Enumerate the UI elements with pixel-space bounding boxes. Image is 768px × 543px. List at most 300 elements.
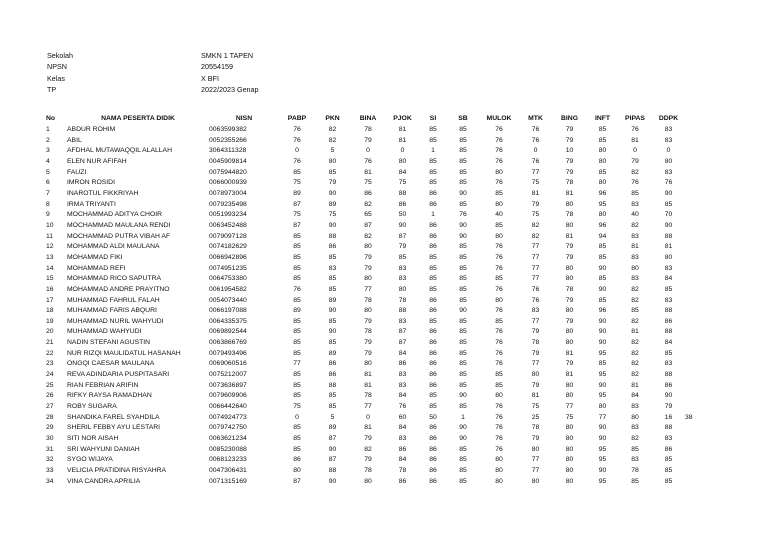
score-cell: 78 [364, 392, 372, 400]
score-cell: 86 [364, 189, 372, 197]
meta-row [47, 73, 321, 84]
score-cell: 84 [398, 456, 407, 464]
score-cell: 83 [631, 253, 639, 261]
nisn-cell: 0085230088 [209, 445, 247, 453]
score-cell: 80 [495, 168, 503, 176]
score-cell: 82 [631, 371, 639, 379]
score-cell: 85 [598, 136, 607, 144]
score-cell: 83 [664, 264, 673, 272]
score-cell: 83 [664, 136, 673, 144]
score-cell: 83 [631, 403, 639, 411]
score-cell: 76 [495, 349, 503, 357]
row-number: 25 [46, 381, 54, 389]
score-cell: 83 [664, 168, 673, 176]
score-cell: 80 [565, 456, 574, 464]
score-cell: 89 [328, 424, 337, 432]
score-cell: 90 [598, 467, 607, 474]
score-cell: 77 [531, 456, 540, 464]
score-cell: 85 [459, 200, 467, 208]
score-cell: 83 [398, 371, 407, 379]
nisn-cell: 0079493496 [209, 349, 247, 357]
score-cell: 84 [631, 392, 639, 400]
score-cell: 80 [664, 157, 673, 165]
score-cell: 85 [293, 328, 301, 336]
score-cell: 85 [328, 275, 337, 283]
score-cell: 84 [398, 349, 407, 357]
nisn-cell: 0079097128 [209, 232, 247, 240]
score-cell: 79 [565, 168, 574, 176]
score-cell: 79 [631, 157, 639, 165]
student-name: SRI WAHYUNI DANIAH [67, 445, 140, 453]
score-cell: 77 [565, 403, 574, 411]
meta-row [47, 84, 321, 95]
score-cell: 0 [295, 147, 299, 155]
nisn-cell: 0073636897 [209, 381, 247, 389]
score-cell: 87 [293, 477, 301, 485]
score-cell: 80 [565, 381, 574, 389]
score-cell: 85 [328, 317, 337, 325]
score-cell: 85 [459, 168, 467, 176]
header-pipas: PIPAS [625, 115, 645, 122]
student-name: MOCHAMMAD PUTRA VIBAH AF [67, 232, 171, 240]
score-cell: 80 [328, 157, 337, 165]
score-cell: 85 [459, 328, 467, 336]
score-cell: 95 [598, 445, 607, 453]
row-number: 24 [46, 371, 54, 379]
student-name: SITI NOR AISAH [67, 435, 119, 443]
score-cell: 86 [429, 296, 437, 304]
meta-value: 2022/2023 Genap [201, 84, 259, 94]
score-cell: 1 [431, 147, 435, 155]
score-cell: 85 [459, 477, 467, 485]
score-cell: 85 [598, 253, 607, 261]
score-cell: 79 [565, 360, 574, 368]
row-number: 28 [46, 413, 54, 421]
score-cell: 76 [631, 126, 639, 133]
header-inft: INFT [594, 115, 611, 122]
score-cell: 1 [431, 211, 435, 219]
score-cell: 85 [459, 360, 467, 368]
score-cell: 80 [565, 467, 574, 474]
score-cell: 79 [364, 435, 372, 443]
score-cell: 90 [398, 221, 407, 229]
score-cell: 81 [398, 126, 407, 133]
row-number: 6 [46, 179, 50, 187]
score-cell: 85 [328, 392, 337, 400]
score-cell: 85 [328, 403, 337, 411]
score-cell: 77 [531, 253, 540, 261]
score-cell: 77 [531, 243, 540, 251]
score-cell: 85 [429, 253, 437, 261]
table-row [46, 264, 693, 275]
meta-label: Sekolah [47, 51, 73, 60]
score-cell: 89 [293, 189, 301, 197]
table-row [46, 466, 693, 477]
score-cell: 85 [459, 157, 467, 165]
score-cell: 81 [364, 381, 372, 389]
score-cell: 85 [293, 296, 301, 304]
row-number: 34 [46, 477, 54, 485]
meta-label: TP [47, 84, 57, 94]
score-cell: 38 [685, 413, 693, 421]
score-cell: 85 [293, 349, 301, 357]
nisn-cell: 0063599382 [209, 126, 247, 133]
score-cell: 83 [631, 456, 639, 464]
score-cell: 90 [664, 189, 673, 197]
score-cell: 87 [398, 232, 407, 240]
score-cell: 85 [459, 126, 467, 133]
score-cell: 85 [293, 253, 301, 261]
table-row [46, 445, 693, 456]
score-cell: 79 [664, 403, 673, 411]
score-cell: 80 [364, 360, 372, 368]
score-cell: 79 [364, 253, 372, 261]
row-number: 13 [46, 253, 54, 261]
score-cell: 81 [565, 189, 574, 197]
score-cell: 78 [364, 296, 372, 304]
score-cell: 77 [598, 413, 607, 421]
student-name: MUHAMMAD FARIS ABQURI [67, 307, 157, 315]
score-cell: 86 [429, 371, 437, 379]
score-cell: 79 [364, 317, 372, 325]
score-cell: 76 [531, 285, 540, 293]
score-cell: 76 [495, 136, 503, 144]
score-cell: 79 [531, 381, 540, 389]
score-cell: 81 [565, 232, 574, 240]
score-cell: 89 [328, 349, 337, 357]
student-name: MUHAMMAD WAHYUDI [67, 328, 142, 336]
header-mulok: MULOK [486, 115, 512, 122]
nisn-cell: 0079235498 [209, 200, 247, 208]
score-cell: 80 [598, 403, 607, 411]
score-cell: 86 [328, 371, 337, 379]
row-number: 14 [46, 264, 54, 272]
score-cell: 81 [631, 136, 639, 144]
score-cell: 88 [328, 381, 337, 389]
student-name: ONGQI CAESAR MAULANA [67, 360, 155, 368]
score-cell: 76 [364, 157, 372, 165]
score-cell: 78 [364, 467, 372, 474]
nisn-cell: 0069892544 [209, 328, 247, 336]
score-cell: 76 [631, 179, 639, 187]
score-cell: 90 [459, 424, 467, 432]
score-cell: 65 [364, 211, 372, 219]
score-cell: 89 [293, 307, 301, 315]
score-cell: 90 [598, 435, 607, 443]
score-cell: 76 [495, 264, 503, 272]
row-number: 31 [46, 445, 54, 453]
score-cell: 84 [664, 339, 673, 347]
nisn-cell: 0063621234 [209, 435, 247, 443]
row-number: 11 [46, 232, 54, 240]
nisn-cell: 0074182629 [209, 243, 247, 251]
score-cell: 82 [531, 232, 540, 240]
score-cell: 80 [495, 200, 503, 208]
score-cell: 78 [364, 126, 372, 133]
score-cell: 85 [664, 477, 673, 485]
score-cell: 85 [631, 307, 639, 315]
score-cell: 80 [565, 275, 574, 283]
score-cell: 86 [429, 221, 437, 229]
score-cell: 79 [364, 339, 372, 347]
score-cell: 85 [459, 179, 467, 187]
score-cell: 85 [459, 296, 467, 304]
score-cell: 82 [328, 136, 337, 144]
score-cell: 85 [459, 136, 467, 144]
score-cell: 85 [598, 168, 607, 176]
score-cell: 78 [531, 339, 540, 347]
score-cell: 76 [495, 253, 503, 261]
score-cell: 85 [459, 445, 467, 453]
score-cell: 0 [366, 147, 370, 155]
table-row [46, 402, 693, 413]
score-cell: 79 [398, 243, 407, 251]
meta-value: 20554159 [201, 62, 233, 72]
score-cell: 76 [495, 179, 503, 187]
score-cell: 77 [293, 360, 301, 368]
score-cell: 90 [328, 445, 337, 453]
score-cell: 0 [633, 147, 637, 155]
score-cell: 87 [364, 221, 372, 229]
score-cell: 82 [364, 200, 372, 208]
table-row [46, 189, 693, 200]
row-number: 10 [46, 221, 54, 229]
nisn-cell: 0074951235 [209, 264, 247, 272]
score-cell: 75 [531, 403, 540, 411]
score-cell: 88 [664, 328, 673, 336]
score-cell: 85 [459, 253, 467, 261]
score-cell: 85 [293, 445, 301, 453]
nisn-cell: 0047306431 [209, 467, 247, 474]
score-cell: 85 [598, 296, 607, 304]
score-cell: 85 [429, 403, 437, 411]
score-cell: 83 [664, 360, 673, 368]
score-cell: 90 [328, 189, 337, 197]
score-cell: 79 [531, 200, 540, 208]
row-number: 7 [46, 189, 50, 197]
score-cell: 76 [495, 339, 503, 347]
score-cell: 76 [293, 157, 301, 165]
score-cell: 83 [631, 232, 639, 240]
score-cell: 85 [293, 168, 301, 176]
student-name: ROBY SUGARA [67, 403, 117, 411]
meta-value: X BFI [201, 73, 219, 83]
score-cell: 85 [293, 371, 301, 379]
student-name: MOHAMMAD FIKI [67, 253, 123, 261]
header-sb: SB [458, 115, 468, 122]
score-cell: 83 [631, 275, 639, 283]
student-name: VELICIA PRATIDINA RISYAHRA [67, 467, 167, 474]
student-name: INAROTUL FIKKRIYAH [67, 189, 139, 197]
student-name: MUHAMMAD FAHRUL FALAH [67, 296, 160, 304]
score-cell: 82 [364, 445, 372, 453]
score-cell: 90 [328, 221, 337, 229]
student-name: RIAN FEBRIAN ARIFIN [67, 381, 139, 389]
score-cell: 77 [531, 467, 540, 474]
score-cell: 76 [531, 296, 540, 304]
score-cell: 86 [328, 243, 337, 251]
nisn-cell: 0068123233 [209, 456, 247, 464]
score-cell: 80 [598, 157, 607, 165]
row-number: 21 [46, 339, 54, 347]
row-number: 27 [46, 403, 54, 411]
score-cell: 80 [495, 456, 503, 464]
score-cell: 86 [429, 232, 437, 240]
score-cell: 80 [565, 445, 574, 453]
score-cell: 95 [598, 392, 607, 400]
score-cell: 81 [531, 392, 540, 400]
score-cell: 80 [664, 253, 673, 261]
score-cell: 85 [459, 456, 467, 464]
score-cell: 85 [664, 200, 673, 208]
score-cell: 90 [328, 477, 337, 485]
score-cell: 80 [531, 371, 540, 379]
nisn-cell: 0052355266 [209, 136, 247, 144]
header-bina: BINA [359, 115, 377, 122]
score-cell: 75 [364, 179, 372, 187]
score-cell: 86 [429, 456, 437, 464]
score-cell: 79 [364, 456, 372, 464]
score-cell: 88 [664, 371, 673, 379]
header-si: SI [429, 115, 437, 122]
score-cell: 82 [631, 360, 639, 368]
score-cell: 80 [364, 243, 372, 251]
nisn-cell: 0064753380 [209, 275, 247, 283]
header-pabp: PABP [287, 115, 307, 122]
score-cell: 76 [495, 126, 503, 133]
student-name: NUR RIZQI MAULIDATUL HASANAH [67, 349, 181, 357]
student-name: NADIN STEFANI AGUSTIN [67, 339, 151, 347]
header-pkn: PKN [325, 115, 340, 122]
score-cell: 85 [459, 339, 467, 347]
table-row [46, 210, 693, 221]
score-cell: 85 [459, 243, 467, 251]
score-cell: 50 [398, 211, 407, 219]
score-cell: 86 [398, 360, 407, 368]
score-cell: 90 [598, 381, 607, 389]
score-cell: 86 [293, 456, 301, 464]
score-cell: 85 [495, 381, 503, 389]
score-cell: 0 [366, 413, 370, 421]
table-row [46, 455, 693, 466]
row-number: 19 [46, 317, 54, 325]
score-cell: 84 [664, 275, 673, 283]
score-cell: 80 [565, 392, 574, 400]
score-cell: 79 [328, 179, 337, 187]
score-cell: 78 [364, 328, 372, 336]
row-number: 4 [46, 157, 50, 165]
header-nisn: NISN [235, 115, 253, 122]
score-cell: 83 [398, 381, 407, 389]
score-cell: 85 [429, 126, 437, 133]
score-cell: 90 [598, 339, 607, 347]
score-cell: 85 [495, 371, 503, 379]
nisn-cell: 0079742750 [209, 424, 247, 432]
score-cell: 76 [495, 424, 503, 432]
score-cell: 86 [429, 307, 437, 315]
student-name: FAUZI [67, 168, 87, 176]
nisn-cell: 0066442640 [209, 403, 247, 411]
score-cell: 83 [664, 435, 673, 443]
nisn-cell: 0079609906 [209, 392, 247, 400]
score-cell: 85 [631, 477, 639, 485]
table-row [46, 306, 693, 317]
score-cell: 83 [664, 126, 673, 133]
table-row [46, 477, 693, 488]
table-row [46, 381, 693, 392]
score-cell: 75 [531, 211, 540, 219]
nisn-cell: 0054073440 [209, 296, 247, 304]
score-cell: 80 [364, 275, 372, 283]
score-cell: 95 [598, 477, 607, 485]
score-cell: 88 [328, 467, 337, 474]
score-cell: 83 [328, 264, 337, 272]
score-cell: 76 [495, 243, 503, 251]
score-cell: 90 [598, 264, 607, 272]
header-mtk: MTK [528, 115, 543, 122]
row-number: 2 [46, 136, 50, 144]
score-cell: 82 [364, 232, 372, 240]
score-cell: 86 [328, 360, 337, 368]
score-cell: 96 [598, 221, 607, 229]
row-number: 18 [46, 307, 54, 315]
table-row [46, 253, 693, 264]
score-cell: 85 [459, 381, 467, 389]
table-row [46, 296, 693, 307]
score-cell: 88 [328, 232, 337, 240]
score-cell: 85 [293, 392, 301, 400]
nisn-cell: 0075212007 [209, 371, 247, 379]
score-cell: 85 [293, 232, 301, 240]
score-cell: 86 [429, 328, 437, 336]
row-number: 1 [46, 126, 50, 133]
score-cell: 87 [398, 339, 407, 347]
score-cell: 85 [459, 264, 467, 272]
row-number: 9 [46, 211, 50, 219]
student-name: IMRON ROSIDI [67, 179, 115, 187]
score-cell: 78 [398, 296, 407, 304]
score-cell: 90 [598, 285, 607, 293]
score-cell: 81 [631, 243, 639, 251]
table-header-row [46, 113, 693, 125]
table-row [46, 125, 693, 136]
score-cell: 81 [631, 381, 639, 389]
meta-label: NPSN [47, 62, 67, 72]
score-cell: 78 [398, 467, 407, 474]
score-cell: 82 [631, 317, 639, 325]
score-cell: 80 [495, 232, 503, 240]
score-cell: 79 [565, 317, 574, 325]
score-cell: 95 [598, 200, 607, 208]
score-cell: 96 [598, 307, 607, 315]
score-cell: 79 [364, 264, 372, 272]
score-cell: 76 [495, 157, 503, 165]
score-cell: 76 [293, 285, 301, 293]
score-cell: 80 [565, 328, 574, 336]
row-number: 23 [46, 360, 54, 368]
score-cell: 80 [293, 467, 301, 474]
score-cell: 90 [459, 392, 467, 400]
score-cell: 79 [565, 126, 574, 133]
score-cell: 0 [400, 147, 405, 155]
header-pjok: PJOK [393, 115, 412, 122]
nisn-cell: 3064311328 [209, 147, 247, 155]
meta-value: SMKN 1 TAPEN [201, 51, 254, 60]
table-row [46, 146, 693, 157]
score-cell: 90 [459, 307, 467, 315]
row-number: 3 [46, 147, 50, 155]
score-cell: 85 [398, 253, 407, 261]
